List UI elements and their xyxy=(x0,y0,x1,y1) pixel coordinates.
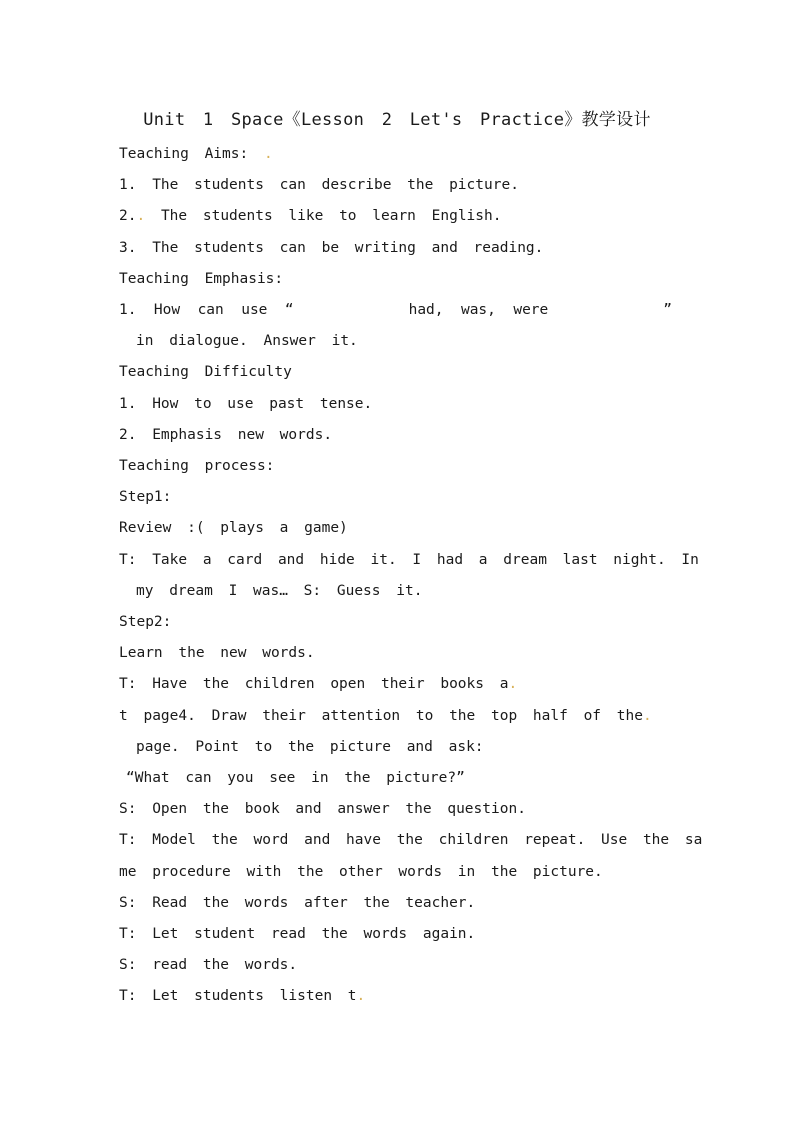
text-line: Teaching process: xyxy=(119,458,275,474)
text-line: T: Let students listen t. xyxy=(119,988,366,1004)
text-line: 3. The students can be writing and reading. xyxy=(119,240,544,256)
text-line: T: Let student read the words again. xyxy=(119,926,476,942)
text-line: 2.. The students like to learn English. xyxy=(119,208,502,224)
text-line: 2. Emphasis new words. xyxy=(119,427,333,443)
text-line: T: Take a card and hide it. I had a dream last night. In xyxy=(119,552,699,568)
text-line: 1. How can use “ had, was, were ” xyxy=(119,302,672,318)
text-line: S: read the words. xyxy=(119,957,298,973)
text-line: S: Open the book and answer the question. xyxy=(119,801,526,817)
text-line: page. Point to the picture and ask: xyxy=(136,739,484,755)
text-line: Learn the new words. xyxy=(119,645,315,661)
text-line: t page4. Draw their attention to the top half of the. xyxy=(119,708,652,724)
text-line: S: Read the words after the teacher. xyxy=(119,895,476,911)
text-line: Teaching Emphasis: xyxy=(119,271,284,287)
text-line: my dream I was… S: Guess it. xyxy=(136,583,423,599)
text-line: T: Model the word and have the children repeat. Use the sa xyxy=(119,832,703,848)
text-line: Step1: xyxy=(119,489,172,505)
text-line: 1. The students can describe the picture. xyxy=(119,177,519,193)
text-line: Step2: xyxy=(119,614,172,630)
text-line: in dialogue. Answer it. xyxy=(136,333,358,349)
text-line: 1. How to use past tense. xyxy=(119,396,373,412)
text-line: me procedure with the other words in the picture. xyxy=(119,864,603,880)
document-title: Unit 1 Space《Lesson 2 Let's Practice》教学设计 xyxy=(143,110,651,130)
text-line: Review :( plays a game) xyxy=(119,520,348,536)
text-line: Teaching Difficulty xyxy=(119,364,292,380)
text-line: Teaching Aims: . xyxy=(119,146,273,162)
text-line: “What can you see in the picture?” xyxy=(126,770,465,786)
text-line: T: Have the children open their books a. xyxy=(119,676,518,692)
